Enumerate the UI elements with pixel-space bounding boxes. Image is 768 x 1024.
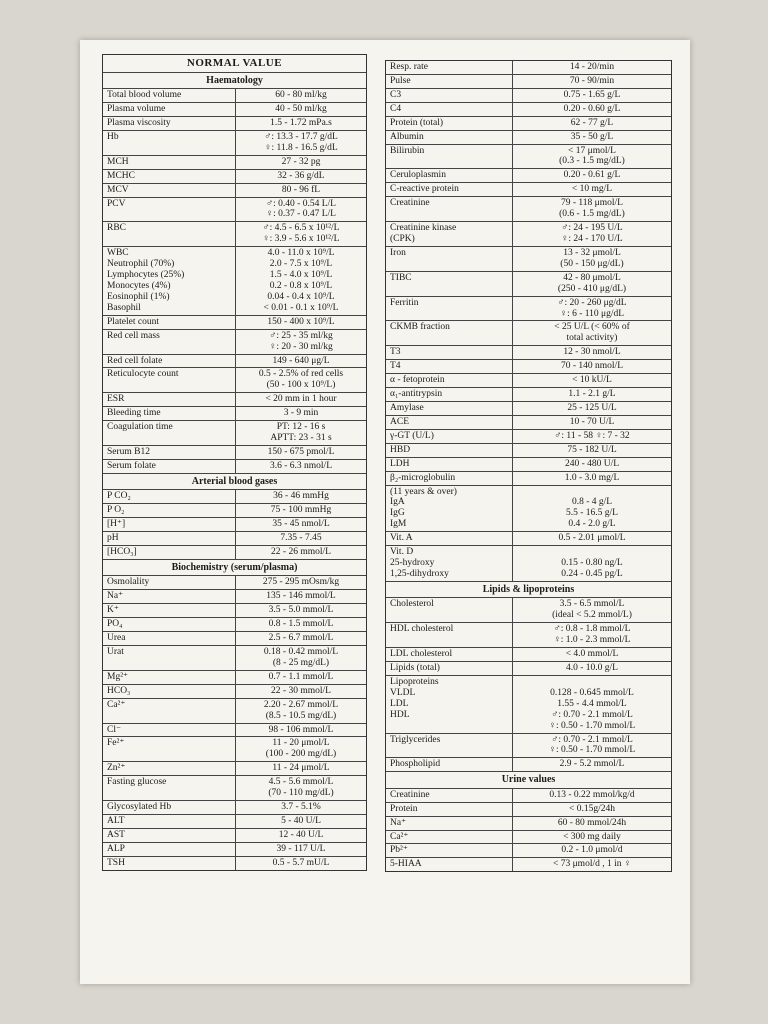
reference-range: 2.5 - 6.7 mmol/L: [268, 633, 334, 644]
reference-range: 80 - 96 fL: [281, 184, 321, 195]
reference-range: 22 - 30 mmol/L: [271, 685, 331, 696]
table-row: [386, 272, 671, 297]
reference-range: ♂: 0.40 - 0.54 L/L ♀: 0.37 - 0.47 L/L: [266, 198, 336, 220]
parameter-name: Amylase: [386, 402, 513, 415]
parameter-name: Creatinine kinase (CPK): [386, 222, 513, 246]
parameter-name: K⁺: [103, 604, 236, 617]
document-sheet: [80, 40, 690, 984]
reference-range: 5 - 40 U/L: [281, 816, 321, 826]
reference-range: 0.128 - 0.645 mmol/L 1.55 - 4.4 mmol/L ♂: 0.70 - 2.1 mmol/L ♀: 0.50 - 1.70 mmol/L: [548, 687, 636, 731]
reference-range: 150 - 400 x 10⁹/L: [267, 316, 335, 327]
parameter-name: Creatinine: [386, 197, 513, 221]
parameter-name: Serum B12: [103, 446, 236, 459]
parameter-name: Plasma viscosity: [103, 117, 236, 130]
reference-range: < 17 μmol/L (0.3 - 1.5 mg/dL): [559, 145, 625, 167]
section-header-urine-values: Urine values: [386, 772, 671, 789]
parameter-name: Cl⁻: [103, 724, 236, 737]
table-row: [386, 831, 671, 845]
parameter-name: Ca²⁺: [386, 831, 513, 844]
parameter-name: γ-GT (U/L): [386, 430, 513, 443]
reference-range: 3.5 - 5.0 mmol/L: [268, 605, 334, 616]
table-row: [386, 145, 671, 170]
reference-range: 135 - 146 mmol/L: [266, 591, 336, 602]
parameter-name: α₁-antitrypsin: [386, 388, 513, 401]
parameter-name: Platelet count: [103, 316, 236, 329]
reference-range: 3.6 - 6.3 nmol/L: [269, 460, 332, 471]
reference-range: 70 - 90/min: [569, 75, 615, 86]
table-row: [386, 598, 671, 623]
parameter-name: C4: [386, 103, 513, 116]
reference-range: 12 - 40 U/L: [278, 829, 324, 840]
table-row: [386, 117, 671, 131]
parameter-name: Vit. D 25-hydroxy 1,25-dihydroxy: [386, 546, 513, 581]
parameter-name: Reticulocyte count: [103, 368, 236, 392]
table-row: [103, 355, 366, 369]
parameter-name: Fasting glucose: [103, 776, 236, 800]
table-row: [103, 857, 366, 870]
table-row: [386, 844, 671, 858]
section-header-arterial-blood-gases: Arterial blood gases: [103, 474, 366, 491]
reference-range: ♂: 0.70 - 2.1 mmol/L ♀: 0.50 - 1.70 mmol/L: [548, 734, 636, 756]
parameter-name: T4: [386, 360, 513, 373]
reference-range: 13 - 32 μmol/L (50 - 150 μg/dL): [560, 247, 624, 269]
reference-range: 60 - 80 ml/kg: [275, 90, 327, 101]
parameter-name: Ceruloplasmin: [386, 169, 513, 182]
table-row: [103, 532, 366, 546]
parameter-name: TIBC: [386, 272, 513, 296]
table-row: [386, 346, 671, 360]
reference-range: 62 - 77 g/L: [570, 117, 614, 128]
reference-range: < 300 mg daily: [563, 831, 621, 842]
document-title: NORMAL VALUE: [103, 55, 366, 73]
reference-range: 98 - 106 mmol/L: [268, 724, 334, 735]
reference-range: ♂: 4.5 - 6.5 x 10¹²/L ♀: 3.9 - 5.6 x 10¹²/L: [262, 223, 340, 245]
reference-range: 0.5 - 2.01 μmol/L: [558, 533, 626, 544]
reference-range: ♂: 24 - 195 U/L ♀: 24 - 170 U/L: [561, 223, 623, 244]
reference-range: 40 - 50 ml/kg: [275, 104, 327, 115]
table-row: [386, 388, 671, 402]
table-row: [386, 89, 671, 103]
table-row: [103, 724, 366, 738]
reference-range: < 0.15g/24h: [569, 803, 615, 814]
parameter-name: Plasma volume: [103, 103, 236, 116]
parameter-name: ESR: [103, 393, 236, 406]
reference-range: 60 - 80 mmol/24h: [557, 817, 627, 828]
reference-range: 1.5 - 1.72 mPa.s: [270, 117, 332, 128]
table-row: [386, 486, 671, 533]
parameter-name: AST: [103, 829, 236, 842]
table-row: [103, 646, 366, 671]
parameter-name: (11 years & over) IgA IgG IgM: [386, 486, 513, 532]
table-row: [386, 416, 671, 430]
section-header-haematology: Haematology: [103, 73, 366, 90]
reference-range: 10 - 70 U/L: [569, 416, 615, 427]
table-row: [103, 815, 366, 829]
table-row: [103, 490, 366, 504]
reference-range: 149 - 640 μg/L: [272, 355, 330, 366]
parameter-name: Iron: [386, 247, 513, 271]
reference-range: 14 - 20/min: [569, 62, 615, 72]
parameter-name: HBD: [386, 444, 513, 457]
parameter-name: Urat: [103, 646, 236, 670]
table-row: [103, 222, 366, 247]
reference-range: 0.2 - 1.0 μmol/d: [561, 845, 623, 856]
parameter-name: WBC Neutrophil (70%) Lymphocytes (25%) Monocytes (4%) Eosinophil (1%) Basophil: [103, 247, 236, 315]
reference-range: 0.15 - 0.80 ng/L 0.24 - 0.45 pg/L: [561, 558, 623, 579]
reference-range: ♂: 11 - 58 ♀: 7 - 32: [554, 430, 630, 441]
table-row: [386, 734, 671, 759]
parameter-name: C3: [386, 89, 513, 102]
reference-range: 27 - 32 pg: [281, 156, 321, 167]
table-row: [103, 184, 366, 198]
table-row: [103, 762, 366, 776]
table-row: [386, 247, 671, 272]
table-row: [103, 446, 366, 460]
reference-range: 0.5 - 5.7 mU/L: [272, 857, 330, 868]
parameter-name: Resp. rate: [386, 61, 513, 74]
reference-range: 4.0 - 11.0 x 10⁹/L 2.0 - 7.5 x 10⁹/L 1.5 - 4.0 x 10⁹/L 0.2 - 0.8 x 10⁹/L 0.04 - 0.4 x 10⁹/L < 0.01 - 0.1 x 10⁹/L: [263, 248, 339, 313]
table-row: [103, 156, 366, 170]
table-row: [103, 330, 366, 355]
table-row: [103, 699, 366, 724]
table-row: [386, 75, 671, 89]
reference-range: 12 - 30 nmol/L: [563, 347, 621, 358]
table-row: [386, 532, 671, 546]
reference-range: 75 - 182 U/L: [567, 444, 617, 455]
parameter-name: ALT: [103, 815, 236, 828]
parameter-name: Total blood volume: [103, 89, 236, 102]
table-row: [386, 374, 671, 388]
reference-range: < 73 μmol/d , 1 in ♀: [552, 859, 631, 870]
table-row: [103, 632, 366, 646]
table-row: [386, 360, 671, 374]
parameter-name: Albumin: [386, 131, 513, 144]
reference-range: 36 - 46 mmHg: [273, 491, 329, 502]
parameter-name: Na⁺: [386, 817, 513, 830]
reference-range: 0.5 - 2.5% of red cells (50 - 100 x 10⁹/L): [258, 369, 344, 391]
table-row: [386, 803, 671, 817]
table-row: [386, 444, 671, 458]
reference-range: 0.13 - 0.22 mmol/kg/d: [549, 789, 635, 800]
parameter-name: pH: [103, 532, 236, 545]
reference-range: 2.20 - 2.67 mmol/L (8.5 - 10.5 mg/dL): [263, 699, 339, 721]
table-row: [386, 61, 671, 75]
parameter-name: Protein (total): [386, 117, 513, 130]
reference-range: 0.20 - 0.60 g/L: [563, 103, 621, 114]
reference-range: 3.7 - 5.1%: [281, 802, 321, 813]
reference-range: ♂: 0.8 - 1.8 mmol/L ♀: 1.0 - 2.3 mmol/L: [553, 624, 631, 646]
table-row: [103, 618, 366, 632]
table-row: [386, 222, 671, 247]
reference-range: 70 - 140 nmol/L: [560, 361, 623, 372]
table-row: [103, 590, 366, 604]
reference-range: 0.7 - 1.1 mmol/L: [268, 671, 334, 682]
reference-range: 22 - 26 mmol/L: [271, 546, 331, 557]
parameter-name: Hb: [103, 131, 236, 155]
table-row: [103, 604, 366, 618]
table-row: [103, 460, 366, 474]
parameter-name: Bilirubin: [386, 145, 513, 169]
reference-range: 0.18 - 0.42 mmol/L (8 - 25 mg/dL): [263, 647, 339, 668]
parameter-name: Fe²⁺: [103, 737, 236, 761]
table-row: [386, 402, 671, 416]
parameter-name: [HCO₃]: [103, 546, 236, 559]
reference-range: 42 - 80 μmol/L (250 - 410 μg/dL): [557, 272, 627, 294]
table-row: [103, 170, 366, 184]
parameter-name: Urea: [103, 632, 236, 645]
table-row: [386, 183, 671, 197]
reference-range: 4.0 - 10.0 g/L: [566, 662, 618, 673]
table-row: [386, 458, 671, 472]
parameter-name: ACE: [386, 416, 513, 429]
table-row: [103, 407, 366, 421]
parameter-name: TSH: [103, 857, 236, 870]
parameter-name: Glycosylated Hb: [103, 801, 236, 814]
table-row: [103, 504, 366, 518]
table-row: [103, 89, 366, 103]
parameter-name: CKMB fraction: [386, 321, 513, 345]
reference-range: 32 - 36 g/dL: [277, 170, 325, 181]
parameter-name: Bleeding time: [103, 407, 236, 420]
parameter-name: P CO₂: [103, 490, 236, 503]
table-row: [103, 368, 366, 393]
parameter-name: 5-HIAA: [386, 858, 513, 871]
reference-range: ♂: 25 - 35 ml/kg ♀: 20 - 30 ml/kg: [269, 330, 333, 352]
table-row: [386, 676, 671, 734]
reference-range: 39 - 117 U/L: [276, 843, 326, 854]
reference-range: 25 - 125 U/L: [567, 402, 617, 413]
parameter-name: RBC: [103, 222, 236, 246]
parameter-name: Ca²⁺: [103, 699, 236, 723]
parameter-name: HCO₃: [103, 685, 236, 698]
table-row: [386, 131, 671, 145]
table-row: [103, 685, 366, 699]
parameter-name: Protein: [386, 803, 513, 816]
table-row: [386, 858, 671, 871]
reference-range: 3.5 - 6.5 mmol/L (ideal < 5.2 mmol/L): [552, 599, 632, 621]
parameter-name: Zn²⁺: [103, 762, 236, 775]
table-row: [386, 472, 671, 486]
table-row: [103, 117, 366, 131]
table-row: [103, 546, 366, 560]
reference-range: 240 - 480 U/L: [564, 458, 620, 469]
reference-range: 1.1 - 2.1 g/L: [568, 389, 616, 400]
table-row: [386, 546, 671, 582]
table-row: [103, 316, 366, 330]
table-row: [103, 421, 366, 446]
table-row: [386, 103, 671, 117]
parameter-name: Na⁺: [103, 590, 236, 603]
parameter-name: LDL cholesterol: [386, 648, 513, 661]
table-row: [386, 297, 671, 322]
reference-range: 275 - 295 mOsm/kg: [262, 577, 340, 588]
table-row: [103, 103, 366, 117]
reference-range: 35 - 50 g/L: [570, 131, 614, 142]
reference-range: 7.35 - 7.45: [280, 533, 322, 544]
table-row: [386, 623, 671, 648]
table-row: [103, 393, 366, 407]
parameter-name: MCHC: [103, 170, 236, 183]
parameter-name: Cholesterol: [386, 598, 513, 622]
section-header-biochemistry-serum-plasma: Biochemistry (serum/plasma): [103, 560, 366, 577]
table-row: [103, 671, 366, 685]
parameter-name: MCH: [103, 156, 236, 169]
table-row: [103, 737, 366, 762]
reference-range: 75 - 100 mmHg: [270, 505, 332, 516]
parameter-name: Red cell folate: [103, 355, 236, 368]
parameter-name: MCV: [103, 184, 236, 197]
reference-range: < 25 U/L (< 60% of total activity): [554, 322, 630, 344]
parameter-name: Pb²⁺: [386, 844, 513, 857]
reference-range: 0.20 - 0.61 g/L: [563, 170, 621, 181]
table-row: [386, 197, 671, 222]
reference-range: ♂: 20 - 260 μg/dL ♀: 6 - 110 μg/dL: [557, 297, 627, 319]
reference-range: < 10 mg/L: [571, 184, 613, 195]
section-header-lipids-lipoproteins: Lipids & lipoproteins: [386, 582, 671, 599]
parameter-name: T3: [386, 346, 513, 359]
reference-range: < 4.0 mmol/L: [565, 649, 619, 660]
parameter-name: Lipids (total): [386, 662, 513, 675]
parameter-name: HDL cholesterol: [386, 623, 513, 647]
table-row: [103, 776, 366, 801]
parameter-name: P O₂: [103, 504, 236, 517]
parameter-name: Creatinine: [386, 789, 513, 802]
parameter-name: Coagulation time: [103, 421, 236, 445]
parameter-name: β₂-microglobulin: [386, 472, 513, 485]
parameter-name: Phospholipid: [386, 758, 513, 771]
parameter-name: Lipoproteins VLDL LDL HDL: [386, 676, 513, 733]
reference-range: 3 - 9 min: [283, 408, 319, 419]
parameter-name: Vit. A: [386, 532, 513, 545]
reference-range: 1.0 - 3.0 mg/L: [564, 472, 620, 483]
reference-range: 0.8 - 1.5 mmol/L: [268, 619, 334, 630]
right-table: [385, 60, 672, 872]
parameter-name: α - fetoprotein: [386, 374, 513, 387]
table-row: [386, 789, 671, 803]
reference-range: 0.8 - 4 g/L 5.5 - 16.5 g/L 0.4 - 2.0 g/L: [566, 497, 618, 530]
parameter-name: Ferritin: [386, 297, 513, 321]
parameter-name: Pulse: [386, 75, 513, 88]
reference-range: PT: 12 - 16 s APTT: 23 - 31 s: [270, 422, 332, 444]
reference-range: 2.9 - 5.2 mmol/L: [559, 759, 625, 770]
table-row: [386, 169, 671, 183]
table-row: [386, 662, 671, 676]
table-row: [103, 576, 366, 590]
parameter-name: [H⁺]: [103, 518, 236, 531]
reference-range: 0.75 - 1.65 g/L: [563, 89, 621, 100]
table-row: [386, 817, 671, 831]
table-row: [103, 843, 366, 857]
parameter-name: Red cell mass: [103, 330, 236, 354]
parameter-name: PO₄: [103, 618, 236, 631]
parameter-name: Serum folate: [103, 460, 236, 473]
table-row: [386, 648, 671, 662]
reference-range: ♂: 13.3 - 17.7 g/dL ♀: 11.8 - 16.5 g/dL: [264, 131, 338, 153]
table-row: [103, 247, 366, 316]
table-row: [103, 518, 366, 532]
table-row: [103, 829, 366, 843]
parameter-name: Osmolality: [103, 576, 236, 589]
parameter-name: C-reactive protein: [386, 183, 513, 196]
reference-range: < 10 kU/L: [572, 375, 612, 386]
table-row: [103, 801, 366, 815]
parameter-name: ALP: [103, 843, 236, 856]
reference-range: 11 - 20 μmol/L (100 - 200 mg/dL): [265, 738, 337, 760]
table-row: [386, 430, 671, 444]
table-row: [386, 321, 671, 346]
table-row: [386, 758, 671, 772]
parameter-name: Triglycerides: [386, 734, 513, 758]
reference-range: 11 - 24 μmol/L: [272, 763, 330, 774]
reference-range: 35 - 45 nmol/L: [272, 519, 330, 530]
table-row: [103, 131, 366, 156]
reference-range: < 20 mm in 1 hour: [265, 394, 337, 405]
reference-range: 150 - 675 pmol/L: [267, 446, 335, 457]
left-table: [102, 54, 367, 871]
reference-range: 79 - 118 μmol/L (0.6 - 1.5 mg/dL): [559, 198, 625, 220]
parameter-name: PCV: [103, 198, 236, 222]
parameter-name: LDH: [386, 458, 513, 471]
table-row: [103, 198, 366, 223]
parameter-name: Mg²⁺: [103, 671, 236, 684]
reference-range: 4.5 - 5.6 mmol/L (70 - 110 mg/dL): [268, 777, 334, 799]
